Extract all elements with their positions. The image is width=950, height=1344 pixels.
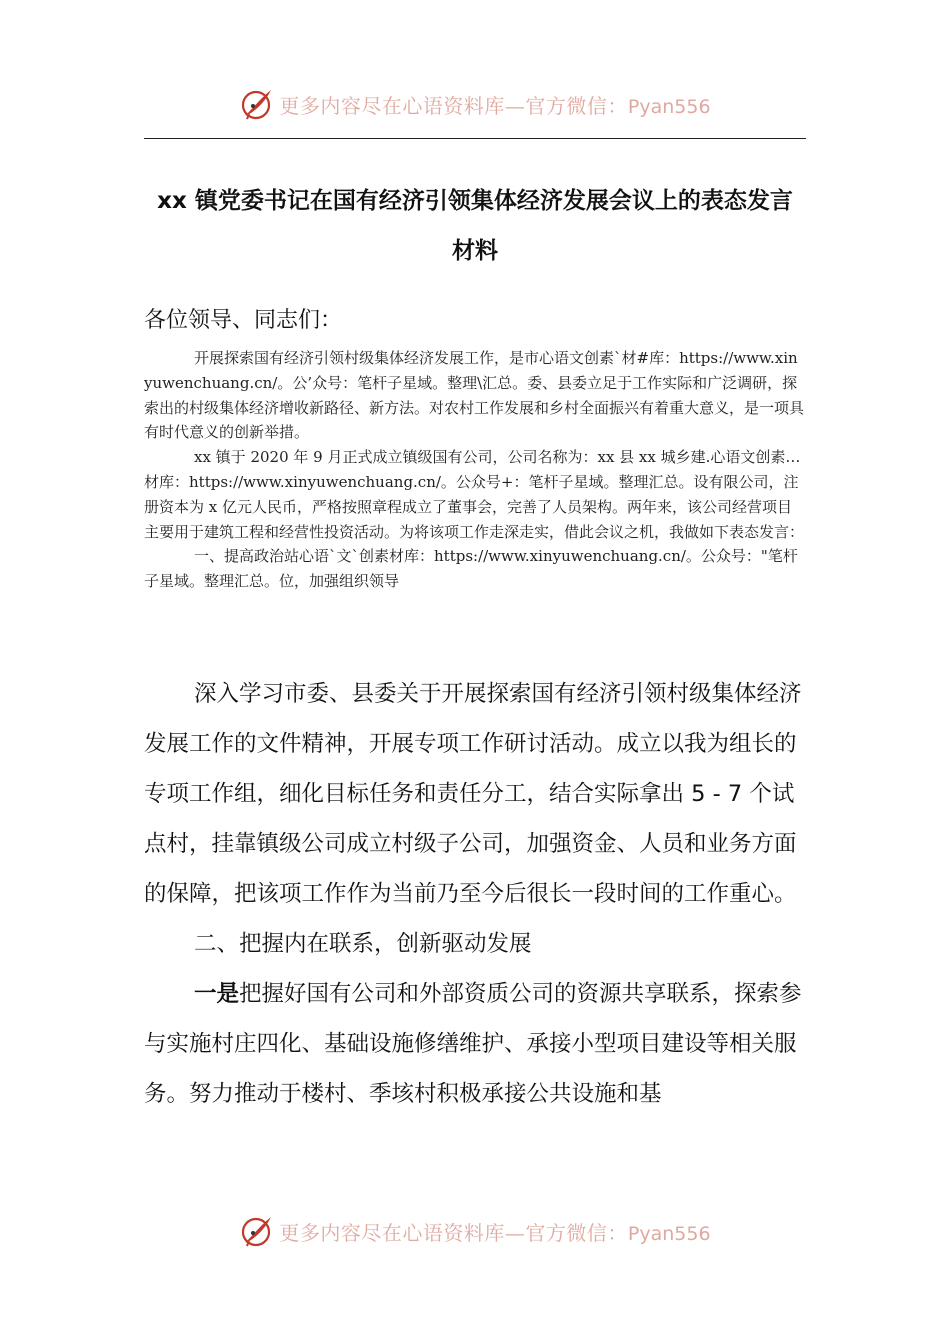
quill-logo-icon bbox=[239, 86, 275, 122]
banner-text: 更多内容尽在心语资料库—官方微信：Pyan556 bbox=[279, 1220, 711, 1245]
intro-paragraph: 开展探索国有经济引领村级集体经济发展工作，是市心语文创素`材#库：https://www.xinyuwenchuang.cn/。公’众号：笔杆子星域。整理\汇总。委、县委立足于工作实际和广泛调研，探索出的村级集体经济增收新路径、新方法。对农村工作发展和乡村全面振兴有着重大意义，是一项具有时代意义的创新举措。 bbox=[144, 349, 805, 442]
document-title bbox=[144, 176, 806, 276]
quill-logo-icon bbox=[239, 1213, 275, 1249]
header-banner bbox=[0, 84, 950, 124]
salutation: 各位领导、同志们： bbox=[144, 308, 343, 333]
body-paragraph bbox=[144, 969, 806, 1119]
paragraph-lead: 一是 bbox=[194, 981, 240, 1007]
footer-banner bbox=[0, 1211, 950, 1251]
title-line-1: xx 镇党委书记在国有经济引领集体经济发展会议上的表态发言 bbox=[157, 188, 793, 214]
paragraph-text: 把握好国有公司和外部资质公司的资源共享联系，探索参与实施村庄四化、基础设施修缮维护、承接小型项目建设等相关服务。努力推动于楼村、季垓村积极承接公共设施和基 bbox=[144, 981, 802, 1107]
banner-brand: Pyan556 bbox=[627, 95, 711, 118]
banner-brand: Pyan556 bbox=[627, 1222, 711, 1245]
intro-section bbox=[144, 346, 806, 594]
body-paragraph: 深入学习市委、县委关于开展探索国有经济引领村级集体经济发展工作的文件精神，开展专项工作研讨活动。成立以我为组长的专项工作组，细化目标任务和责任分工，结合实际拿出 5 - 7 个试点村，挂靠镇级公司成立村级子公司，加强资金、人员和业务方面的保障，把该项工作作为当前乃至今后很长一段时间的工作重心。 bbox=[144, 681, 802, 907]
header-rule bbox=[144, 138, 806, 139]
section-heading-2: 二、把握内在联系，创新驱动发展 bbox=[194, 931, 532, 957]
banner-text: 更多内容尽在心语资料库—官方微信：Pyan556 bbox=[279, 93, 711, 118]
intro-paragraph: xx 镇于 2020 年 9 月正式成立镇级国有公司，公司名称为：xx 县 xx 城乡建.心语文创素…材库：https://www.xinyuwenchuang.cn/。公众号+：笔杆子星域。整理汇总。设有限公司，注册资本为 x 亿元人民币，严格按照章程成立了董事会，完善了人员架构。两年来，该公司经营项目主要用于建筑工程和经营性投资活动。为将该项工作走深走实，借此会议之机，我做如下表态发言： bbox=[144, 448, 805, 541]
section-heading-1: 一、提高政治站心语`文`创素材库：https://www.xinyuwenchuang.cn/。公众号："笔杆子星域。整理汇总。位，加强组织领导 bbox=[144, 547, 798, 591]
title-line-2: 材料 bbox=[452, 238, 498, 264]
body-section bbox=[144, 669, 806, 1119]
